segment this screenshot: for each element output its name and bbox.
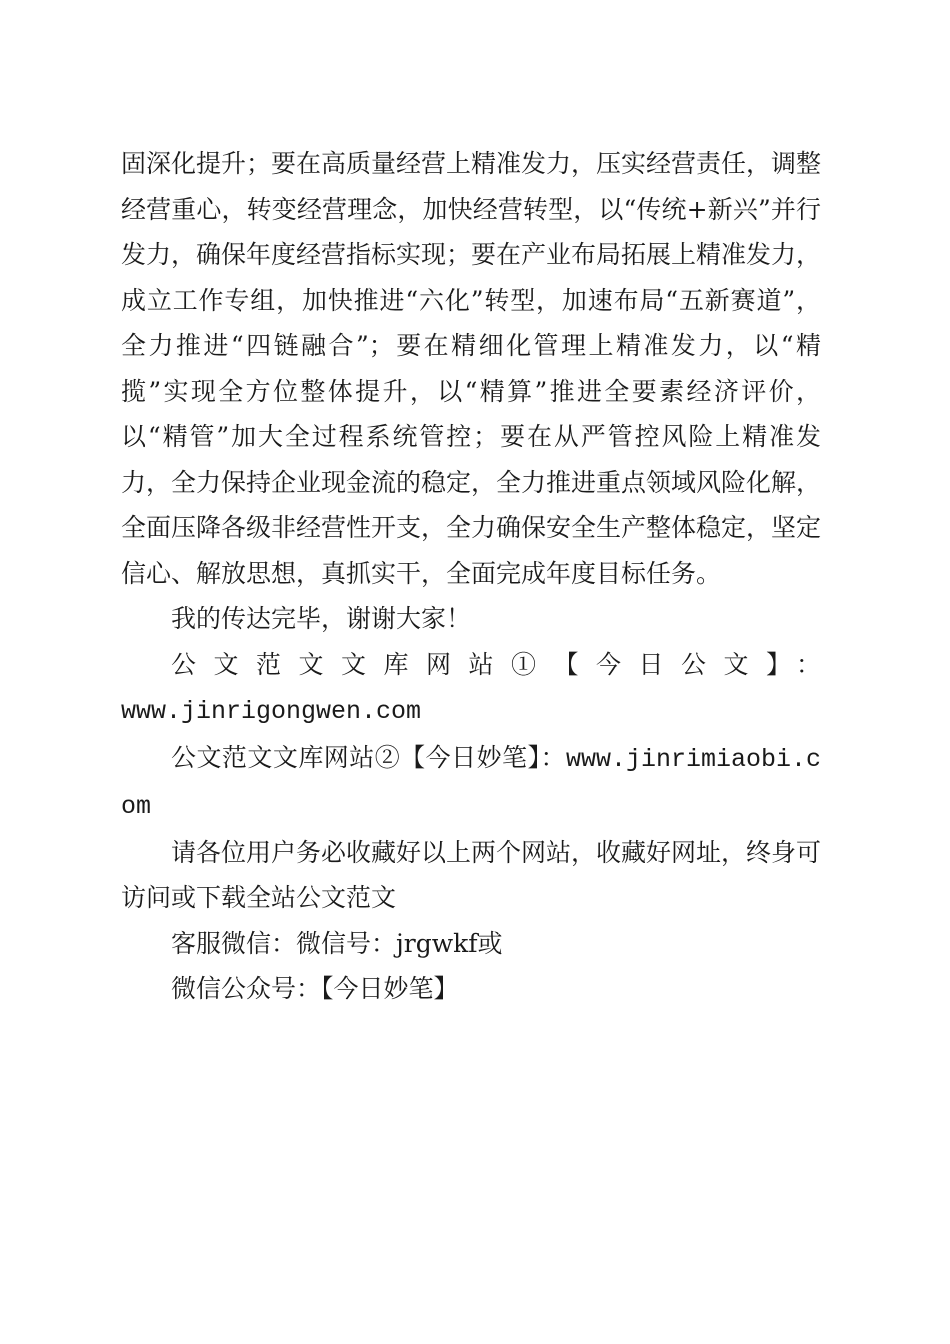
site2-url[interactable]: www.jinrimiaobi.com (121, 744, 821, 821)
site1-url[interactable]: www.jinrigongwen.com (121, 697, 422, 726)
site1-url-link[interactable] (121, 687, 821, 735)
site2-line (121, 735, 821, 830)
closing-paragraph: 我的传达完毕，谢谢大家！ (171, 604, 472, 633)
site1-label: 公文范文文库网站①【今日公文】： (171, 649, 821, 679)
document-body (121, 141, 821, 1012)
notice-paragraph: 请各位用户务必收藏好以上两个网站，收藏好网址，终身可访问或下载全站公文范文 (121, 837, 822, 912)
wechat-public-line: 微信公众号：【今日妙笔】 (171, 974, 459, 1003)
body-paragraph-continuation: 固深化提升；要在高质量经营上精准发力，压实经营责任，调整经营重心，转变经营理念，加快经营转型，以“传统+新兴”并行发力，确保年度经营指标实现；要在产业布局拓展上精准发力，成立工作专组，加快推进“六化”转型，加速布局“五新赛道”，全力推进“四链融合”；要在精细化管理上精准发力，以“精揽”实现全方位整体提升，以“精算”推进全要素经济评价，以“精管”加大全过程系统管控；要在从严管控风险上精准发力，全力保持企业现金流的稳定，全力推进重点领域风险化解，全面压降各级非经营性开支，全力确保安全生产整体稳定，坚定信心、解放思想，真抓实干，全面完成年度目标任务。 (121, 149, 822, 588)
site2-label: 公文范文文库网站②【今日妙笔】： (171, 742, 566, 772)
wechat-service-line: 客服微信：微信号：jrgwkf或 (171, 928, 503, 958)
